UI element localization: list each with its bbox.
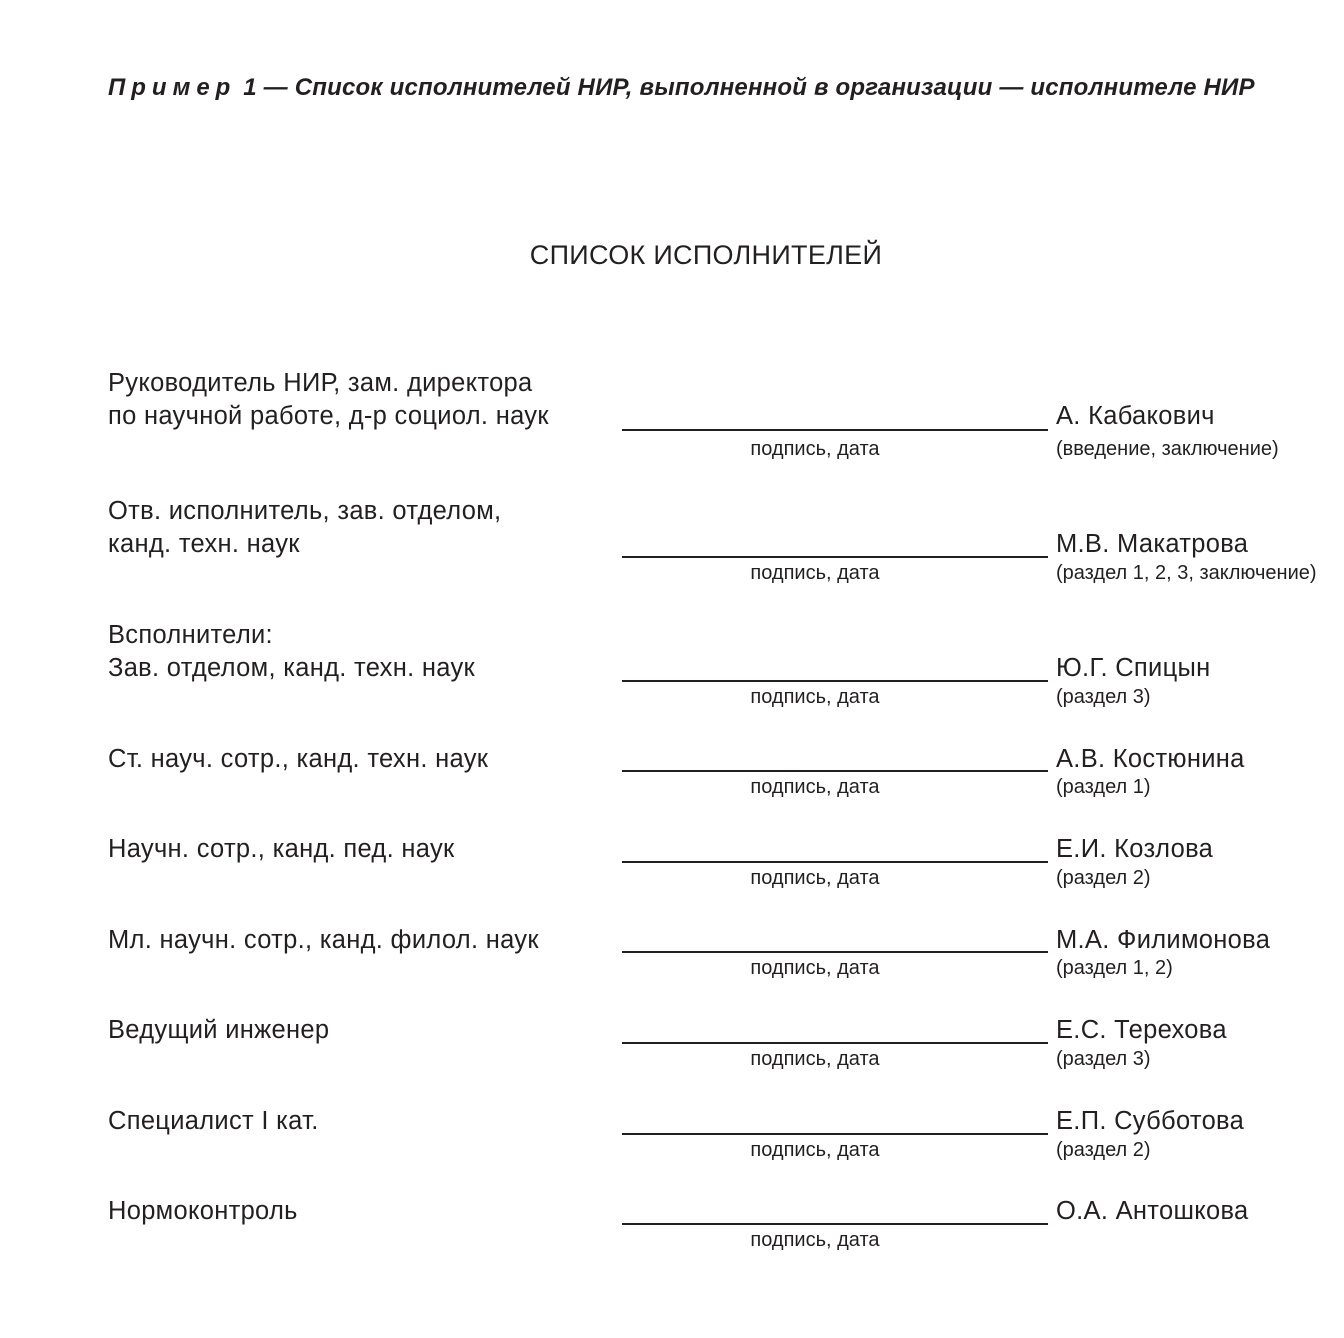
signature-caption: подпись, дата xyxy=(750,957,880,979)
signature-line[interactable] xyxy=(622,429,1048,431)
signature-line[interactable] xyxy=(622,861,1048,863)
position-line: канд. техн. наук xyxy=(108,530,300,558)
person-name: Е.И. Козлова xyxy=(1056,835,1214,863)
signature-line[interactable] xyxy=(622,951,1048,953)
signature-caption: подпись, дата xyxy=(750,1229,880,1251)
signature-line[interactable] xyxy=(622,1133,1048,1135)
position-text xyxy=(108,1014,329,1047)
position-text xyxy=(108,743,488,776)
position-line: Зав. отделом, канд. техн. наук xyxy=(108,654,475,682)
person-name: Е.С. Терехова xyxy=(1056,1016,1227,1044)
position-text xyxy=(108,1105,319,1138)
signature-caption: подпись, дата xyxy=(750,867,880,889)
signature-line[interactable] xyxy=(622,1042,1048,1044)
position-line: Ст. науч. сотр., канд. техн. наук xyxy=(108,745,489,773)
signature-line[interactable] xyxy=(622,680,1048,682)
person-note: (раздел 2) xyxy=(1056,1139,1151,1161)
position-line: Руководитель НИР, зам. директора xyxy=(108,369,533,397)
position-line: Специалист I кат. xyxy=(108,1107,319,1135)
signature-line[interactable] xyxy=(622,770,1048,772)
example-label: Пример xyxy=(108,74,237,101)
person-note: (введение, заключение) xyxy=(1056,438,1279,460)
person-name: М.В. Макатрова xyxy=(1056,530,1249,558)
person-note: (раздел 3) xyxy=(1056,686,1151,708)
position-text xyxy=(108,367,549,433)
position-line: Всполнители: xyxy=(108,621,273,649)
position-line: Мл. научн. сотр., канд. филол. наук xyxy=(108,926,539,954)
position-text xyxy=(108,833,454,866)
person-name: Ю.Г. Спицын xyxy=(1056,654,1211,682)
signature-line[interactable] xyxy=(622,556,1048,558)
signature-caption: подпись, дата xyxy=(750,562,880,584)
signature-caption: подпись, дата xyxy=(750,1139,880,1161)
page-title: СПИСОК ИСПОЛНИТЕЛЕЙ xyxy=(529,240,883,270)
person-name: А. Кабакович xyxy=(1056,402,1215,430)
example-heading xyxy=(108,74,1255,102)
position-line: Научн. сотр., канд. пед. наук xyxy=(108,835,455,863)
signature-caption: подпись, дата xyxy=(750,686,880,708)
person-note: (раздел 1) xyxy=(1056,776,1151,798)
person-name: А.В. Костюнина xyxy=(1056,745,1245,773)
person-note: (раздел 1, 2, 3, заключение) xyxy=(1056,562,1317,584)
person-note: (раздел 2) xyxy=(1056,867,1151,889)
position-text xyxy=(108,924,539,957)
person-note: (раздел 1, 2) xyxy=(1056,957,1173,979)
signature-caption: подпись, дата xyxy=(750,1048,880,1070)
signature-line[interactable] xyxy=(622,1223,1048,1225)
person-name: М.А. Филимонова xyxy=(1056,926,1271,954)
position-text xyxy=(108,619,475,685)
person-name: О.А. Антошкова xyxy=(1056,1197,1249,1225)
position-text xyxy=(108,1195,298,1228)
position-text xyxy=(108,495,501,561)
person-note: (раздел 3) xyxy=(1056,1048,1151,1070)
position-line: по научной работе, д-р социол. наук xyxy=(108,402,549,430)
person-name: Е.П. Субботова xyxy=(1056,1107,1245,1135)
signature-caption: подпись, дата xyxy=(750,438,880,460)
signature-caption: подпись, дата xyxy=(750,776,880,798)
position-line: Нормоконтроль xyxy=(108,1197,298,1225)
position-line: Ведущий инженер xyxy=(108,1016,330,1044)
example-caption: 1 — Список исполнителей НИР, выполненной в организации — исполнителе НИР xyxy=(236,74,1255,101)
position-line: Отв. исполнитель, зав. отделом, xyxy=(108,497,502,525)
